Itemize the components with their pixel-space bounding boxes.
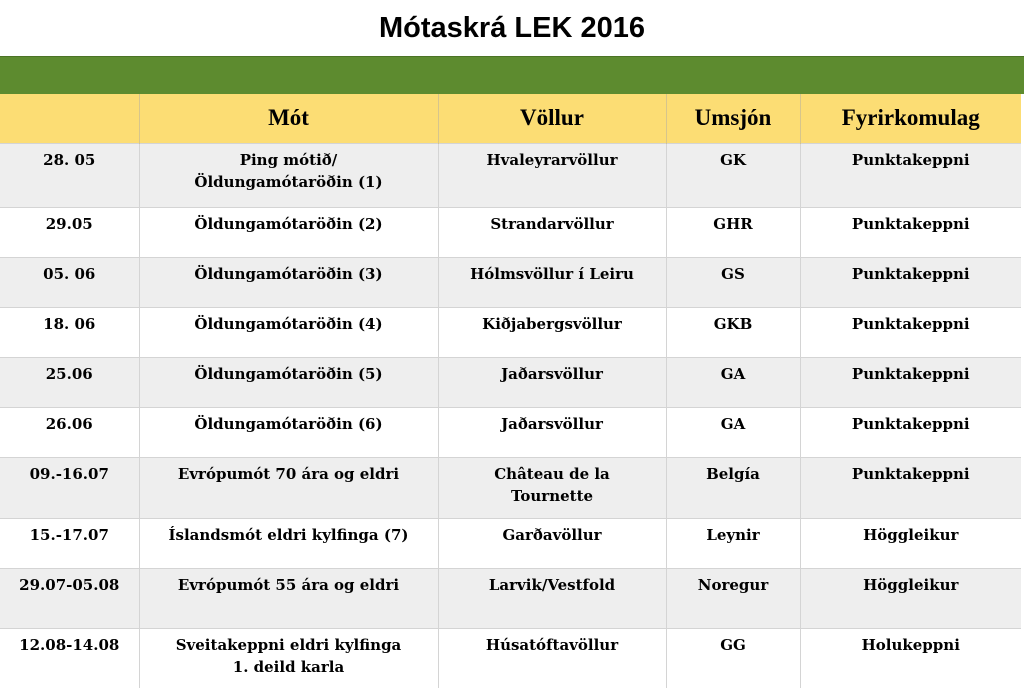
cell-umsjon: GG xyxy=(666,628,800,688)
cell-vollur: Húsatóftavöllur xyxy=(438,628,666,688)
cell-mot: Sveitakeppni eldri kylfinga 1. deild karla xyxy=(139,628,438,688)
cell-fyrirkomulag: Höggleikur xyxy=(800,518,1021,568)
cell-umsjon: Leynir xyxy=(666,518,800,568)
cell-umsjon: GHR xyxy=(666,207,800,257)
table-row xyxy=(0,207,1021,257)
cell-umsjon: Belgía xyxy=(666,457,800,518)
cell-vollur: Garðavöllur xyxy=(438,518,666,568)
cell-date: 26.06 xyxy=(0,407,139,457)
cell-fyrirkomulag: Punktakeppni xyxy=(800,457,1021,518)
table-row xyxy=(0,568,1021,628)
cell-mot: Öldungamótaröðin (2) xyxy=(139,207,438,257)
cell-fyrirkomulag: Punktakeppni xyxy=(800,307,1021,357)
cell-umsjon: GA xyxy=(666,357,800,407)
header-umsjon: Umsjón xyxy=(666,94,800,143)
cell-mot: Öldungamótaröðin (4) xyxy=(139,307,438,357)
cell-mot: Íslandsmót eldri kylfinga (7) xyxy=(139,518,438,568)
cell-date: 12.08-14.08 xyxy=(0,628,139,688)
page-title: Mótaskrá LEK 2016 xyxy=(379,11,645,44)
cell-mot: Evrópumót 70 ára og eldri xyxy=(139,457,438,518)
cell-date: 29.07-05.08 xyxy=(0,568,139,628)
table-row xyxy=(0,357,1021,407)
cell-date: 25.06 xyxy=(0,357,139,407)
cell-mot: Öldungamótaröðin (3) xyxy=(139,257,438,307)
cell-umsjon: GK xyxy=(666,143,800,207)
schedule-table xyxy=(0,94,1021,688)
cell-umsjon: GKB xyxy=(666,307,800,357)
header-mot: Mót xyxy=(139,94,438,143)
cell-fyrirkomulag: Höggleikur xyxy=(800,568,1021,628)
header-band xyxy=(0,56,1024,94)
cell-fyrirkomulag: Holukeppni xyxy=(800,628,1021,688)
cell-vollur: Strandarvöllur xyxy=(438,207,666,257)
cell-date: 09.-16.07 xyxy=(0,457,139,518)
cell-fyrirkomulag: Punktakeppni xyxy=(800,257,1021,307)
cell-vollur: Jaðarsvöllur xyxy=(438,407,666,457)
table-row xyxy=(0,518,1021,568)
cell-vollur: Château de la Tournette xyxy=(438,457,666,518)
cell-fyrirkomulag: Punktakeppni xyxy=(800,143,1021,207)
cell-vollur: Larvik/Vestfold xyxy=(438,568,666,628)
cell-umsjon: Noregur xyxy=(666,568,800,628)
cell-fyrirkomulag: Punktakeppni xyxy=(800,207,1021,257)
cell-mot: Öldungamótaröðin (6) xyxy=(139,407,438,457)
cell-fyrirkomulag: Punktakeppni xyxy=(800,407,1021,457)
cell-umsjon: GS xyxy=(666,257,800,307)
cell-fyrirkomulag: Punktakeppni xyxy=(800,357,1021,407)
header-fyrirkomulag: Fyrirkomulag xyxy=(800,94,1021,143)
table-header-row xyxy=(0,94,1021,143)
table-row xyxy=(0,628,1021,688)
cell-date: 05. 06 xyxy=(0,257,139,307)
cell-date: 18. 06 xyxy=(0,307,139,357)
cell-mot: Ping mótið/ Öldungamótaröðin (1) xyxy=(139,143,438,207)
header-vollur: Völlur xyxy=(438,94,666,143)
cell-vollur: Hólmsvöllur í Leiru xyxy=(438,257,666,307)
table-row xyxy=(0,143,1021,207)
cell-vollur: Hvaleyrarvöllur xyxy=(438,143,666,207)
cell-mot: Öldungamótaröðin (5) xyxy=(139,357,438,407)
table-row xyxy=(0,257,1021,307)
cell-date: 28. 05 xyxy=(0,143,139,207)
table-row xyxy=(0,457,1021,518)
cell-vollur: Jaðarsvöllur xyxy=(438,357,666,407)
header-date xyxy=(0,94,139,143)
cell-vollur: Kiðjabergsvöllur xyxy=(438,307,666,357)
cell-mot: Evrópumót 55 ára og eldri xyxy=(139,568,438,628)
table-row xyxy=(0,407,1021,457)
table-row xyxy=(0,307,1021,357)
cell-date: 29.05 xyxy=(0,207,139,257)
cell-umsjon: GA xyxy=(666,407,800,457)
cell-date: 15.-17.07 xyxy=(0,518,139,568)
